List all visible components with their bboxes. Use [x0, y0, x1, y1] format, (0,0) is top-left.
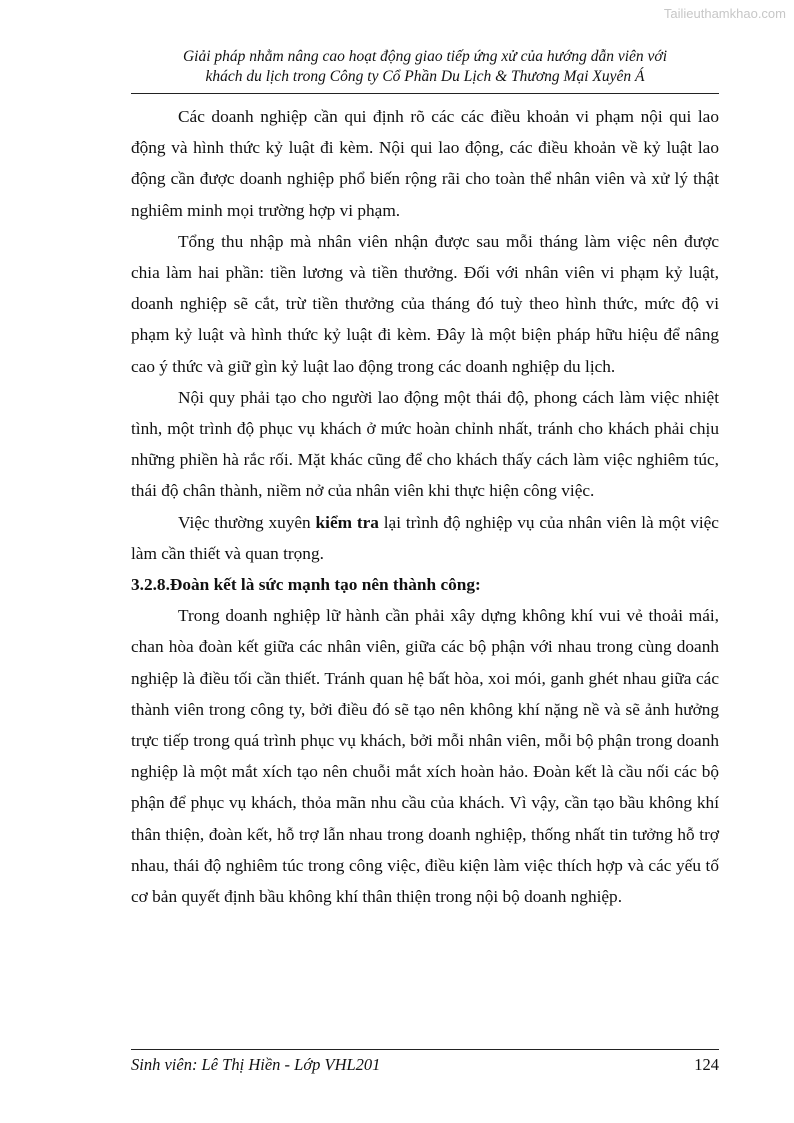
watermark: Tailieuthamkhao.com [663, 6, 786, 21]
paragraph-4-text-a: Việc thường xuyên [178, 512, 316, 532]
paragraph-3: Nội quy phải tạo cho người lao động một thái độ, phong cách làm việc nhiệt tình, một trình độ phục vụ khách ở mức hoàn chỉnh nhất, tránh cho khách phải chịu những phiền hà rắc rối. Mặt khác cũng để cho khách thấy cách làm việc nghiêm túc, thái độ chân thành, niềm nở của nhân viên khi thực hiện công việc. [131, 387, 719, 501]
header-line-1: Giải pháp nhằm nâng cao hoạt động giao tiếp ứng xử của hướng dẫn viên với [182, 48, 668, 65]
paragraph-2: Tổng thu nhập mà nhân viên nhận được sau mỗi tháng làm việc nên được chia làm hai phần: tiền lương và tiền thưởng. Đối với nhân viên vi phạm kỷ luật, doanh nghiệp sẽ cắt, trừ tiền thưởng của tháng đó tuỳ theo hình thức, mức độ vi phạm kỷ luật và hình thức kỷ luật đi kèm. Đây là một biện pháp hữu hiệu để nâng cao ý thức và giữ gìn kỷ luật lao động trong các doanh nghiệp du lịch. [131, 231, 719, 376]
page-body [131, 101, 719, 912]
paragraph-5: Trong doanh nghiệp lữ hành cần phải xây dựng không khí vui vẻ thoải mái, chan hòa đoàn kết giữa các nhân viên, giữa các bộ phận với nhau trong cùng doanh nghiệp là điều tối cần thiết. Tránh quan hệ bất hòa, xoi mói, ganh ghét nhau giữa các thành viên trong công ty, bởi điều đó sẽ tạo nên không khí nặng nề và sẽ ảnh hưởng trực tiếp trong quá trình phục vụ khách, bởi mỗi nhân viên, mỗi bộ phận trong doanh nghiệp là một mắt xích tạo nên chuỗi mắt xích hoàn hảo. Đoàn kết là cầu nối các bộ phận để phục vụ khách, thỏa mãn nhu cầu của khách. Vì vậy, cần tạo bầu không khí thân thiện, đoàn kết, hỗ trợ lẫn nhau trong doanh nghiệp, thống nhất tin tưởng hỗ trợ nhau, thái độ nghiêm túc trong công việc, điều kiện làm việc thích hợp và các yếu tố cơ bản quyết định bầu không khí thân thiện trong nội bộ doanh nghiệp. [131, 606, 719, 907]
footer-rule [131, 1049, 719, 1050]
running-header [131, 47, 719, 87]
header-line-2: khách du lịch trong Công ty Cổ Phần Du Lịch & Thương Mại Xuyên Á [205, 68, 645, 85]
section-heading: 3.2.8.Đoàn kết là sức mạnh tạo nên thành công: [131, 575, 481, 595]
footer-author: Sinh viên: Lê Thị Hiền - Lớp VHL201 [131, 1055, 381, 1074]
paragraph-4-bold: kiểm tra [315, 512, 379, 532]
paragraph-1: Các doanh nghiệp cần qui định rõ các các điều khoản vi phạm nội qui lao động và hình thức kỷ luật đi kèm. Nội qui lao động, các điều khoản về kỷ luật lao động cần được doanh nghiệp phổ biến rộng rãi cho toàn thể nhân viên và xử lý thật nghiêm minh mọi trường hợp vi phạm. [131, 107, 719, 220]
header-rule [131, 93, 719, 94]
paragraph-4 [131, 507, 719, 569]
page-number: 124 [694, 1055, 719, 1074]
paragraph-4-text-b: lại trình độ nghiệp vụ của nhân viên là một việc làm cần thiết và quan trọng. [131, 512, 719, 563]
